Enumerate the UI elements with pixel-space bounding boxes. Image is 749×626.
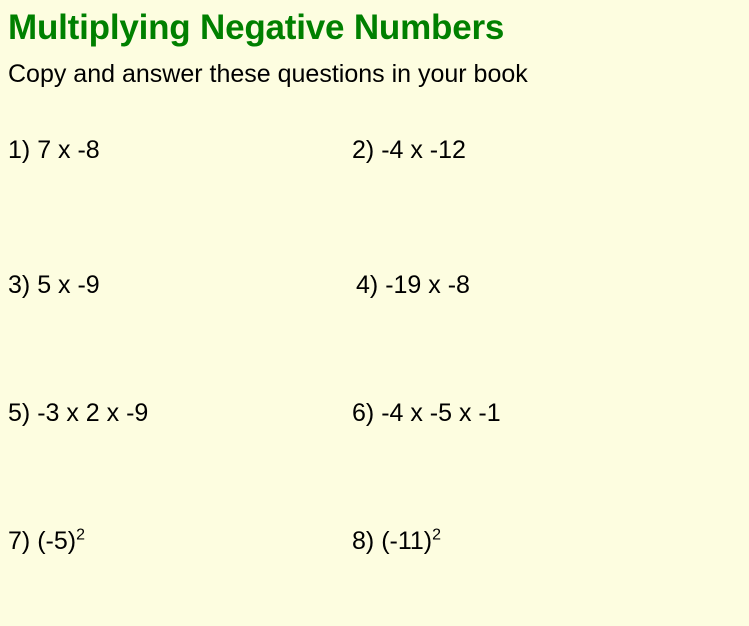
question-number: 8): [352, 527, 375, 555]
question-item: [8, 527, 85, 556]
question-number: 5): [8, 399, 31, 427]
question-body: (-11): [381, 527, 433, 555]
question-body: (-5): [37, 527, 77, 555]
questions-list: [0, 118, 749, 626]
question-row: [0, 499, 749, 626]
question-number: 1): [8, 136, 31, 164]
question-item: [352, 527, 441, 556]
question-body: -19 x -8: [385, 271, 470, 299]
question-row: [0, 245, 749, 372]
question-body: -3 x 2 x -9: [37, 399, 149, 427]
question-number: 4): [356, 271, 379, 299]
instruction-text: Copy and answer these questions in your book: [8, 60, 528, 88]
question-number: 2): [352, 136, 375, 164]
question-row: [0, 118, 749, 245]
question-item: [8, 271, 100, 300]
question-number: 3): [8, 271, 31, 299]
question-item: [352, 399, 501, 428]
question-body: -4 x -5 x -1: [381, 399, 501, 427]
question-number: 7): [8, 527, 31, 555]
question-item: [8, 399, 148, 428]
question-exponent: 2: [76, 526, 85, 544]
question-body: 5 x -9: [37, 271, 100, 299]
question-exponent: 2: [432, 526, 442, 544]
question-item: [8, 136, 100, 165]
question-item: [356, 271, 470, 300]
page-title: Multiplying Negative Numbers: [8, 8, 505, 47]
question-body: 7 x -8: [37, 136, 100, 164]
question-number: 6): [352, 399, 375, 427]
question-body: -4 x -12: [381, 136, 466, 164]
question-item: [352, 136, 466, 165]
question-row: [0, 372, 749, 499]
